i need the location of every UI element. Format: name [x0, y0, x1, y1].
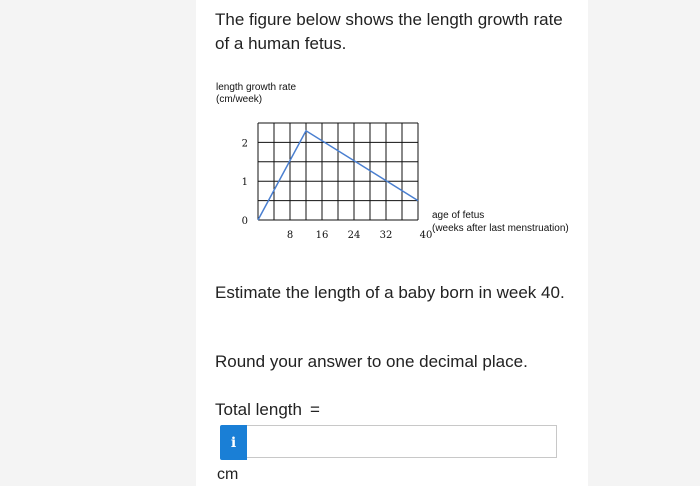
total-length-input[interactable]	[247, 425, 557, 458]
y-tick-label: 0	[241, 216, 248, 227]
rounding-instruction: Round your answer to one decimal place.	[215, 352, 528, 371]
x-axis-label-line: (weeks after last menstruation)	[432, 223, 569, 234]
total-length-label: Total length	[215, 400, 302, 419]
x-tick-label: 24	[347, 230, 361, 241]
y-tick-label: 1	[241, 177, 248, 189]
x-tick-label: 8	[286, 230, 294, 241]
growth-rate-chart	[200, 76, 580, 256]
equals-sign: =	[309, 400, 320, 419]
y-axis-label-line: length growth rate	[216, 82, 297, 93]
info-icon[interactable]: i	[220, 425, 247, 460]
x-tick-label: 16	[315, 230, 329, 241]
x-tick-label: 32	[379, 230, 393, 241]
x-axis-label-line: age of fetus	[432, 210, 485, 221]
total-length-row	[215, 400, 320, 420]
y-axis-label-line: (cm/week)	[216, 94, 263, 105]
answer-row	[220, 425, 559, 460]
x-tick-label: 40	[419, 230, 433, 241]
estimate-instruction: Estimate the length of a baby born in week 40.	[215, 283, 565, 302]
chart-svg	[200, 76, 580, 256]
y-tick-label: 2	[241, 138, 248, 150]
question-intro: The figure below shows the length growth rate of a human fetus.	[215, 10, 563, 53]
unit-label: cm	[217, 466, 239, 483]
